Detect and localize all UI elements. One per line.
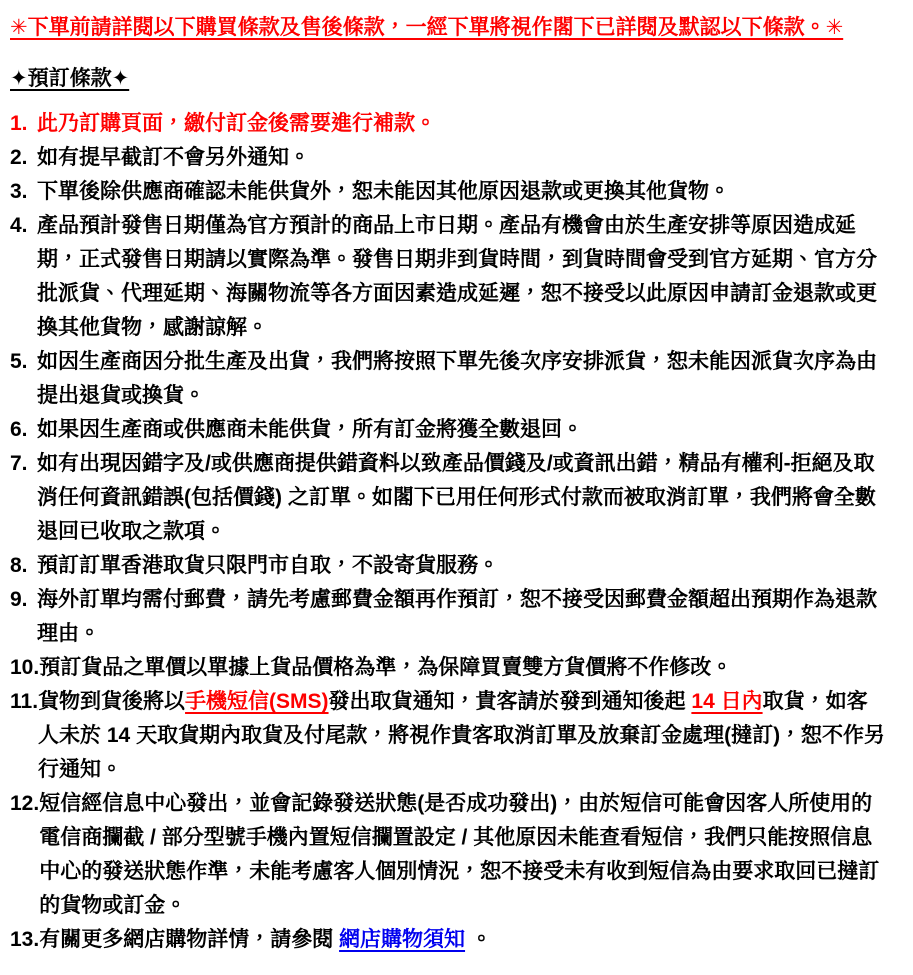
term-item-8 bbox=[10, 549, 887, 583]
term-number: 1. bbox=[10, 112, 28, 135]
term-item-9 bbox=[10, 583, 887, 651]
term-text bbox=[37, 175, 887, 209]
term-item-6 bbox=[10, 413, 887, 447]
term-text bbox=[37, 345, 887, 413]
section-title: ✦預訂條款✦ bbox=[10, 67, 130, 90]
term-segment: 取貨，如客人未於 14 天取貨期內取貨及付尾款，將視作貴客取消訂單及放棄訂金處理(撻訂)，恕不作另行通知。 bbox=[38, 690, 886, 781]
pre-order-warning-header: ✳下單前請詳閱以下購買條款及售後條款，一經下單將視作閣下已詳閱及默認以下條款。✳ bbox=[10, 16, 844, 39]
term-number: 10. bbox=[10, 656, 40, 679]
term-text bbox=[37, 107, 887, 141]
term-segment: 如有提早截訂不會另外通知。 bbox=[37, 146, 310, 169]
term-item-2 bbox=[10, 141, 887, 175]
term-segment: 產品預計發售日期僅為官方預計的商品上市日期。產品有機會由於生產安排等原因造成延期，正式發售日期請以實際為準。發售日期非到貨時間，到貨時間會受到官方延期、官方分批派貨、代理延期、海關物流等各方面因素造成延遲，恕不接受以此原因申請訂金退款或更換其他貨物，感謝諒解。 bbox=[37, 214, 877, 339]
term-number: 3. bbox=[10, 180, 28, 203]
term-number: 11. bbox=[10, 690, 39, 713]
term-segment: 短信經信息中心發出，並會記錄發送狀態(是否成功發出)，由於短信可能會因客人所使用的電信商攔截 / 部分型號手機內置短信攔置設定 / 其他原因未能查看短信，我們只能按照信息中心的發送狀態作準，未能考慮客人個別情況，恕不接受未有收到短信為由要求取回已撻訂的貨物或訂金。 bbox=[39, 792, 880, 917]
term-segment: 下單後除供應商確認未能供貨外，恕未能因其他原因退款或更換其他貨物。 bbox=[37, 180, 730, 203]
term-item-11 bbox=[10, 685, 887, 787]
term-text bbox=[37, 549, 887, 583]
term-text bbox=[39, 787, 887, 923]
term-item-13 bbox=[10, 923, 887, 957]
term-text bbox=[39, 651, 887, 685]
store-shopping-notice-link[interactable]: 網店購物須知 bbox=[339, 928, 466, 951]
term-emphasis: 14 日內 bbox=[691, 690, 763, 713]
term-segment: 如因生產商因分批生產及出貨，我們將按照下單先後次序安排派貨，恕未能因派貨次序為由提出退貨或換貨。 bbox=[37, 350, 877, 407]
term-emphasis: 手機短信(SMS) bbox=[185, 690, 329, 713]
term-number: 8. bbox=[10, 554, 28, 577]
term-segment: 。 bbox=[465, 928, 492, 951]
term-item-1 bbox=[10, 107, 887, 141]
term-text bbox=[37, 141, 887, 175]
term-segment: 此乃訂購頁面，繳付訂金後需要進行補款。 bbox=[37, 112, 436, 135]
term-number: 12. bbox=[10, 792, 40, 815]
term-item-4 bbox=[10, 209, 887, 345]
term-segment: 有關更多網店購物詳情，請參閱 bbox=[39, 928, 340, 951]
term-segment: 貨物到貨後將以 bbox=[38, 690, 186, 713]
term-number: 9. bbox=[10, 588, 28, 611]
term-item-10 bbox=[10, 651, 887, 685]
term-segment: 海外訂單均需付郵費，請先考慮郵費金額再作預訂，恕不接受因郵費金額超出預期作為退款理由。 bbox=[37, 588, 877, 645]
term-item-12 bbox=[10, 787, 887, 923]
term-text bbox=[37, 447, 887, 549]
term-number: 2. bbox=[10, 146, 28, 169]
term-segment: 如有出現因錯字及/或供應商提供錯資料以致產品價錢及/或資訊出錯，精品有權利-拒絕及取消任何資訊錯誤(包括價錢) 之訂單。如閣下已用任何形式付款而被取消訂單，我們將會全數退回已收取之款項。 bbox=[37, 452, 876, 543]
term-number: 13. bbox=[10, 928, 40, 951]
term-text bbox=[38, 685, 887, 787]
term-number: 6. bbox=[10, 418, 28, 441]
term-number: 4. bbox=[10, 214, 28, 237]
term-number: 5. bbox=[10, 350, 28, 373]
term-item-5 bbox=[10, 345, 887, 413]
term-number: 7. bbox=[10, 452, 28, 475]
term-text bbox=[37, 583, 887, 651]
term-text bbox=[37, 413, 887, 447]
term-item-3 bbox=[10, 175, 887, 209]
term-text bbox=[37, 209, 887, 345]
term-segment: 如果因生產商或供應商未能供貨，所有訂金將獲全數退回。 bbox=[37, 418, 583, 441]
term-segment: 預訂訂單香港取貨只限門市自取，不設寄貨服務。 bbox=[37, 554, 499, 577]
term-item-7 bbox=[10, 447, 887, 549]
terms-list bbox=[10, 107, 887, 957]
term-segment: 預訂貨品之單價以單據上貨品價格為準，為保障買賣雙方貨價將不作修改。 bbox=[39, 656, 733, 679]
term-text bbox=[39, 923, 887, 957]
term-segment: 發出取貨通知，貴客請於發到通知後起 bbox=[328, 690, 692, 713]
